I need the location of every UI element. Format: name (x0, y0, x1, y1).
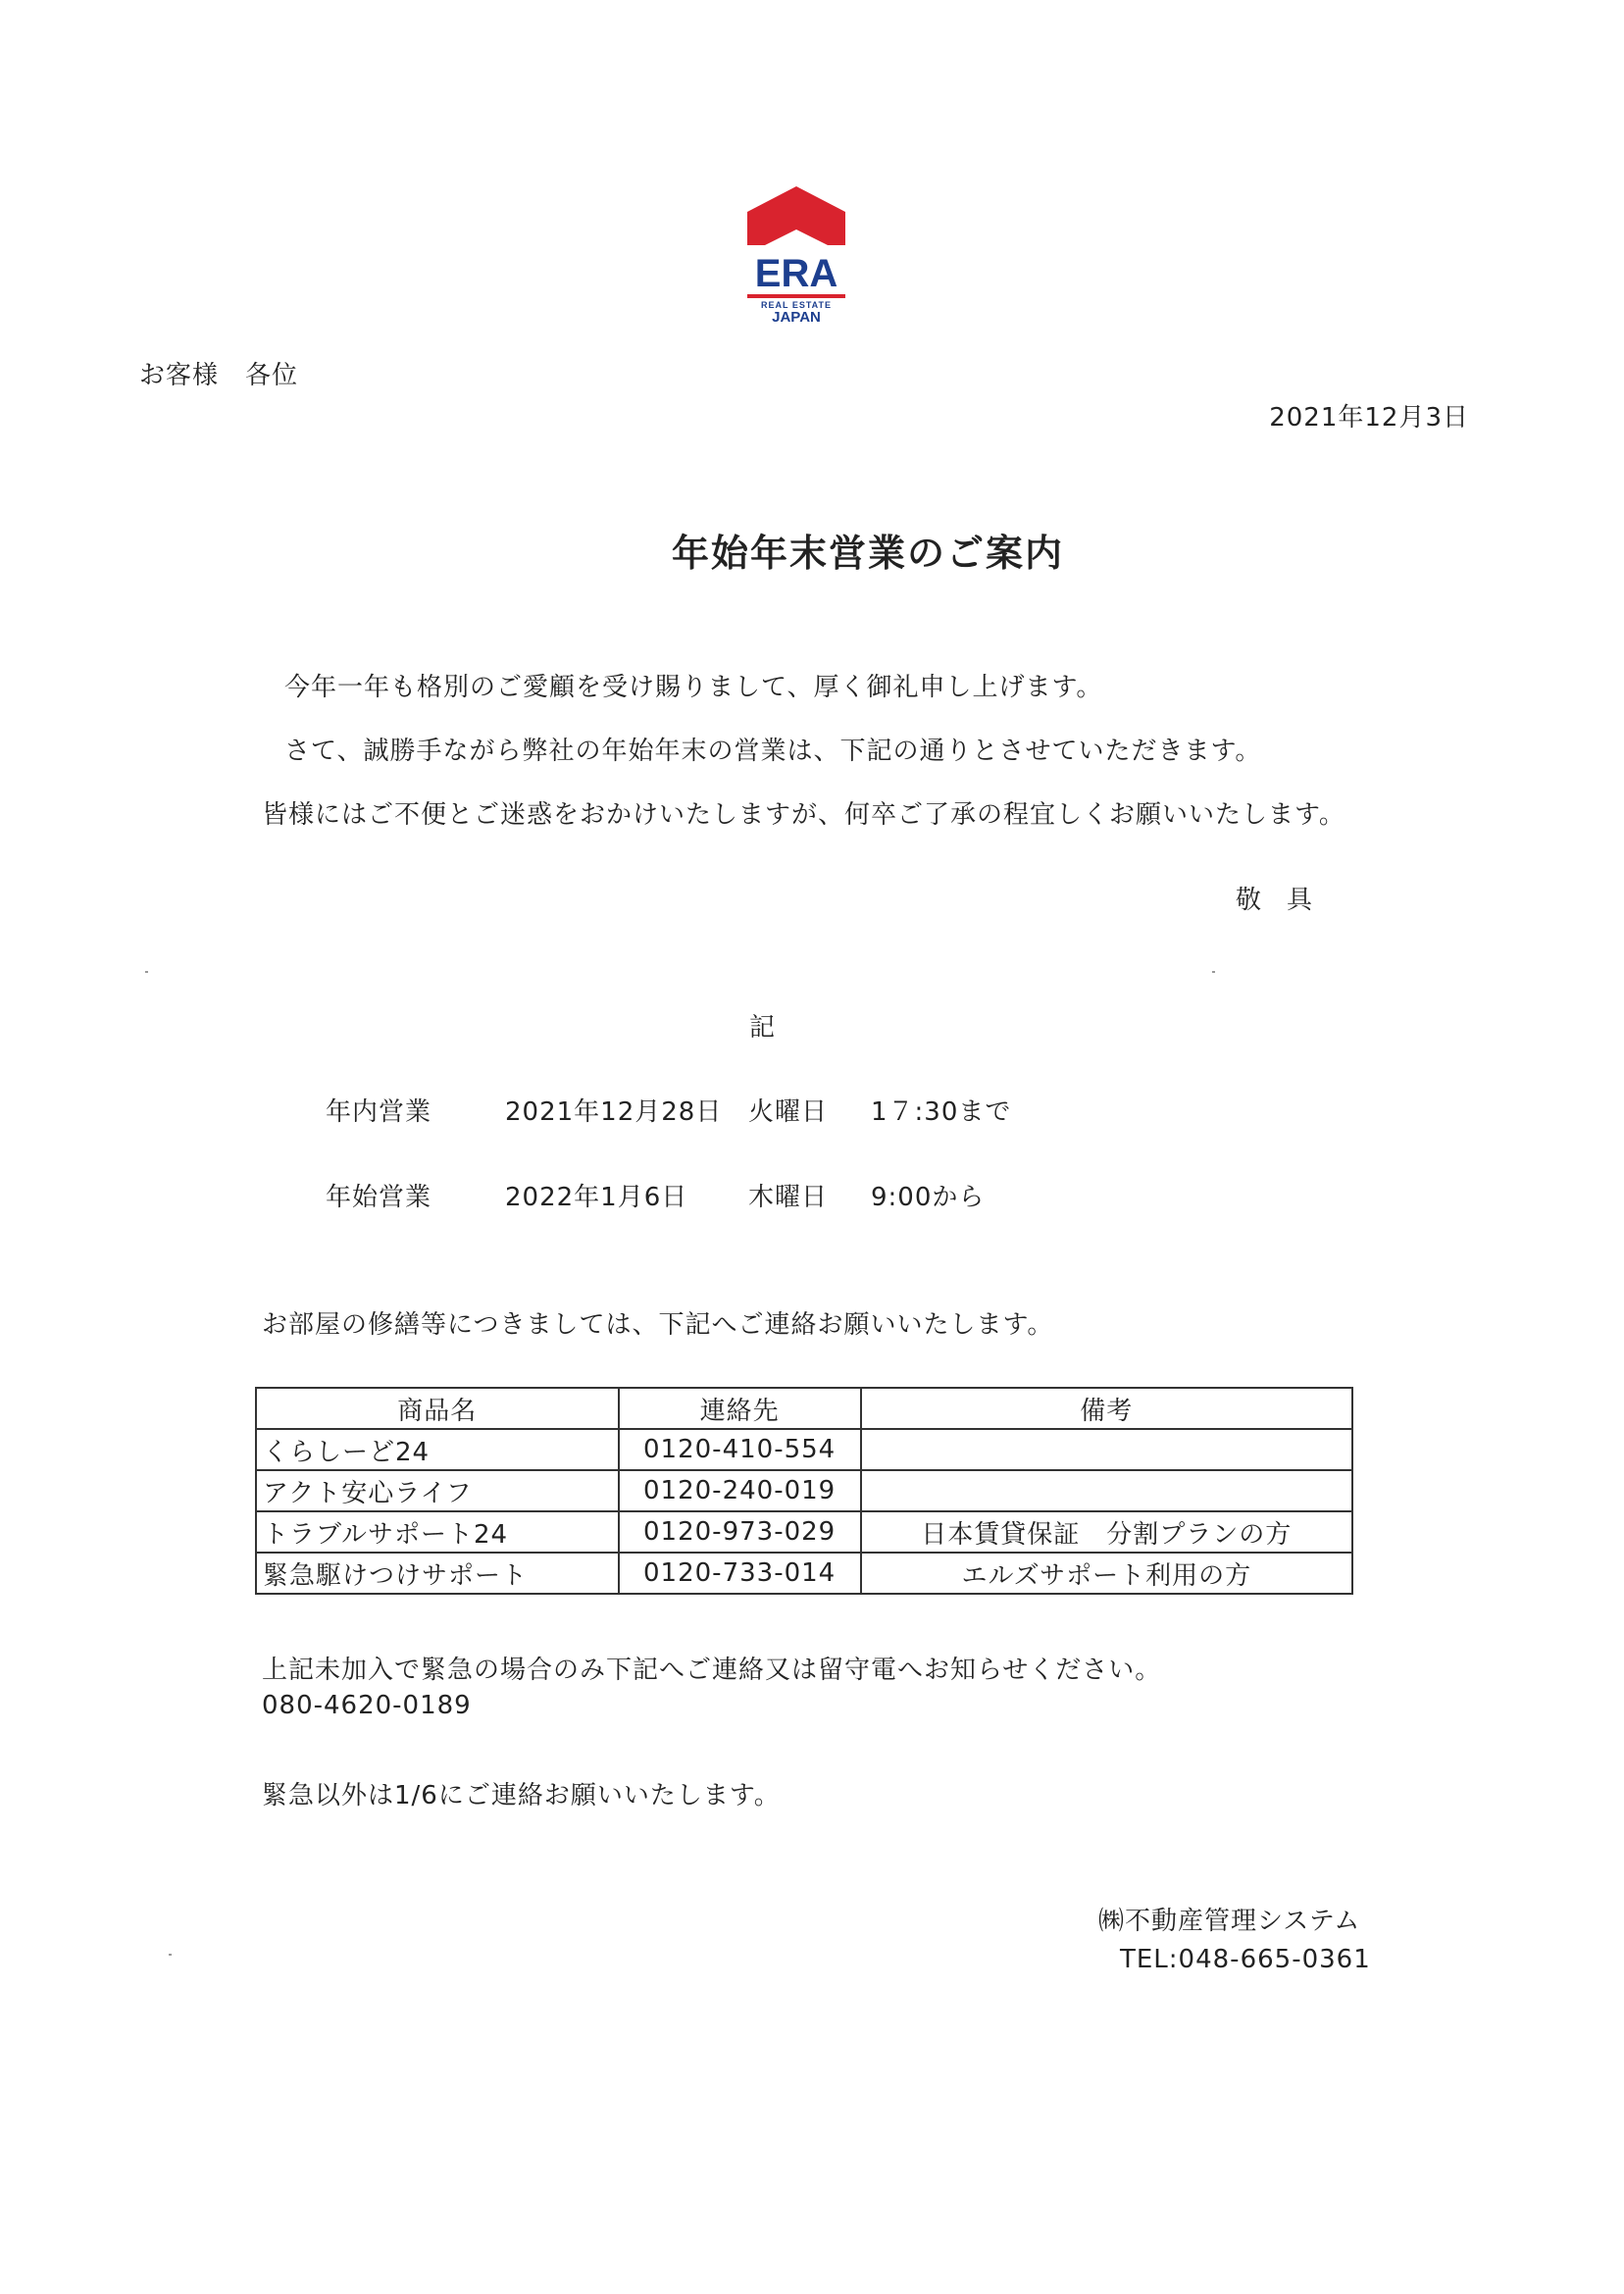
schedule-day: 火曜日 (748, 1097, 829, 1127)
cell-product: トラブルサポート24 (256, 1511, 619, 1553)
header-contact: 連絡先 (619, 1388, 861, 1429)
scan-speck (169, 1954, 172, 1956)
table-row (256, 1553, 1352, 1594)
emergency-notice: 上記未加入で緊急の場合のみ下記へご連絡又は留守電へお知らせください。 (262, 1656, 1162, 1685)
emergency-phone: 080-4620-0189 (262, 1691, 472, 1720)
table-row (256, 1429, 1352, 1470)
table-header-row (256, 1388, 1352, 1429)
cell-phone: 0120-240-019 (619, 1470, 861, 1511)
non-emergency-notice: 緊急以外は1/6にご連絡お願いいたします。 (262, 1781, 781, 1810)
paragraph-apology: 皆様にはご不便とご迷惑をおかけいたしますが、何卒ご了承の程宜しくお願いいたします。 (262, 800, 1345, 830)
repair-notice: お部屋の修繕等につきましては、下記へご連絡お願いいたします。 (262, 1310, 1054, 1340)
scan-speck (1212, 971, 1215, 973)
contact-table (255, 1387, 1353, 1595)
schedule-time: 9:00から (871, 1183, 986, 1212)
paragraph-notice: さて、誠勝手ながら弊社の年始年末の営業は、下記の通りとさせていただきます。 (284, 737, 1262, 766)
company-name: ㈱不動産管理システム (1098, 1907, 1361, 1936)
paragraph-greeting: 今年一年も格別のご愛顧を受け賜りまして、厚く御礼申し上げます。 (284, 673, 1103, 702)
cell-phone: 0120-733-014 (619, 1553, 861, 1594)
schedule-time: 1７:30まで (871, 1097, 1012, 1127)
cell-note (861, 1429, 1352, 1470)
schedule-label: 年始営業 (326, 1183, 432, 1212)
logo-brand: ERA (754, 252, 838, 295)
cell-product: 緊急駆けつけサポート (256, 1553, 619, 1594)
record-heading: 記 (749, 1013, 777, 1043)
era-logo (747, 186, 845, 324)
closing-remark: 敬具 (1236, 886, 1339, 915)
document-title: 年始年末営業のご案内 (671, 532, 1064, 575)
table-row (256, 1511, 1352, 1553)
document-date: 2021年12月3日 (1269, 403, 1469, 433)
cell-note: 日本賃貸保証 分割プランの方 (861, 1511, 1352, 1553)
cell-note: エルズサポート利用の方 (861, 1553, 1352, 1594)
logo-line1: REAL ESTATE (760, 300, 833, 310)
table-row (256, 1470, 1352, 1511)
schedule-date: 2021年12月28日 (505, 1097, 723, 1127)
cell-phone: 0120-973-029 (619, 1511, 861, 1553)
scan-speck (145, 971, 148, 973)
schedule-date: 2022年1月6日 (505, 1183, 688, 1212)
cell-product: アクト安心ライフ (256, 1470, 619, 1511)
cell-phone: 0120-410-554 (619, 1429, 861, 1470)
logo-line2: JAPAN (772, 309, 821, 324)
cell-product: くらしーど24 (256, 1429, 619, 1470)
header-product: 商品名 (256, 1388, 619, 1429)
cell-note (861, 1470, 1352, 1511)
company-phone: TEL:048-665-0361 (1120, 1945, 1371, 1974)
schedule-label: 年内営業 (326, 1097, 432, 1127)
header-note: 備考 (861, 1388, 1352, 1429)
schedule-day: 木曜日 (748, 1183, 829, 1212)
recipient: お客様 各位 (139, 361, 299, 390)
